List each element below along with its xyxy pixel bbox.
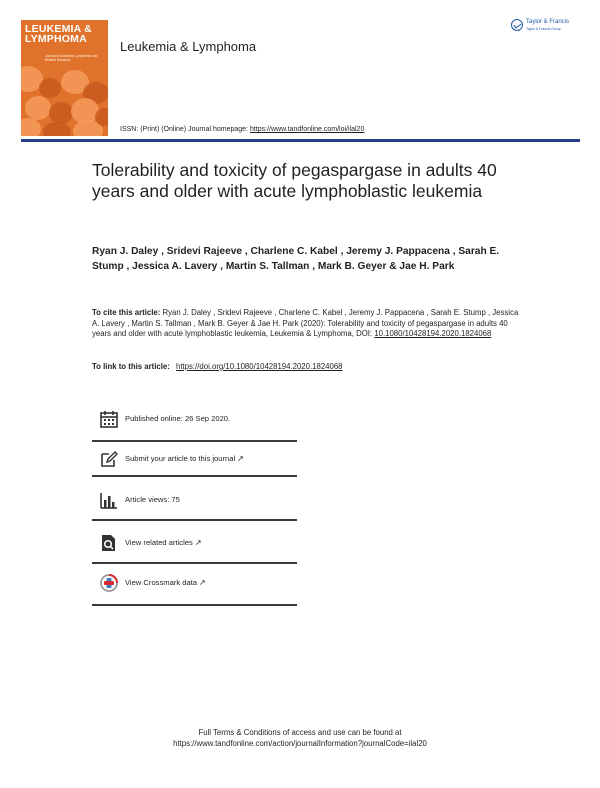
publisher-logo-icon (511, 19, 523, 31)
bar-chart-icon (99, 490, 119, 510)
cover-title-line2: LYMPHOMA (25, 33, 87, 45)
citation-label: To cite this article: (92, 308, 161, 317)
footer-terms-link[interactable]: https://www.tandfonline.com/action/journalInformation?journalCode=ilal20 (173, 739, 427, 748)
related-articles-link[interactable] (125, 538, 202, 547)
article-views-label: Article views: 75 (125, 495, 180, 504)
header-divider (21, 139, 580, 142)
crossmark-row[interactable] (92, 573, 297, 609)
related-articles-label: View related articles (125, 538, 193, 547)
external-link-icon: ↗ (237, 454, 244, 463)
citation-block (92, 308, 522, 340)
crossmark-link[interactable] (125, 578, 206, 587)
external-link-icon: ↗ (199, 578, 206, 587)
article-authors: Ryan J. Daley , Sridevi Rajeeve , Charlene C. Kabel , Jeremy J. Pappacena , Sarah E. Stump , Jessica A. Lavery , Martin S. Tallman , Mark B. Geyer & Jae H. Park (92, 246, 500, 272)
issn-line (120, 126, 364, 133)
published-online-label: Published online: 26 Sep 2020. (125, 414, 231, 423)
journal-homepage-link[interactable]: https://www.tandfonline.com/loi/ilal20 (249, 126, 365, 133)
cover-title (25, 24, 107, 44)
cover-subtitle: Journal of Leukemia, Lymphoma and Related Disorders (45, 54, 98, 63)
calendar-icon (99, 409, 119, 429)
publisher-logo[interactable] (511, 17, 583, 35)
article-views-row (92, 490, 297, 526)
journal-name: Leukemia & Lymphoma (120, 39, 257, 54)
article-link-line (92, 362, 343, 371)
publisher-tagline: Taylor & Francis Group (526, 27, 561, 31)
article-title: Tolerability and toxicity of pegaspargase in adults 40 years and older with acute lymphoblastic leukemia (92, 160, 497, 201)
journal-cover-image (21, 20, 108, 136)
crossmark-icon (99, 573, 119, 593)
published-online-row (92, 409, 297, 445)
footer-terms-text: Full Terms & Conditions of access and use can be found at (198, 728, 402, 737)
article-doi-url[interactable]: https://doi.org/10.1080/10428194.2020.1824068 (176, 362, 343, 371)
submit-article-row[interactable] (92, 449, 297, 485)
doi-link[interactable]: 10.1080/10428194.2020.1824068 (374, 329, 492, 339)
crossmark-label: View Crossmark data (125, 578, 198, 587)
external-link-icon: ↗ (194, 538, 202, 547)
issn-label: ISSN: (Print) (Online) Journal homepage: (120, 126, 248, 133)
related-articles-row[interactable] (92, 533, 297, 569)
publisher-brand: Taylor & Francis (526, 19, 570, 25)
submit-article-label: Submit your article to this journal (125, 454, 236, 463)
footer (0, 727, 600, 749)
submit-article-link[interactable] (125, 454, 244, 463)
edit-icon (99, 449, 119, 469)
article-link-label: To link to this article: (92, 362, 170, 371)
search-document-icon (99, 533, 119, 553)
cover-title-line1: LEUKEMIA & (25, 23, 92, 35)
citation-text: Ryan J. Daley , Sridevi Rajeeve , Charlene C. Kabel , Jeremy J. Pappacena , Sarah E. Stump , Jessica A. Lavery , Martin S. Tallman , Mark B. Geyer & Jae H. Park (2020): Tolerability and toxicity of pegaspargase in adults 40 years and older with acute lymphoblastic leukemia, Leukemia & Lymphoma, DOI: (92, 308, 519, 339)
